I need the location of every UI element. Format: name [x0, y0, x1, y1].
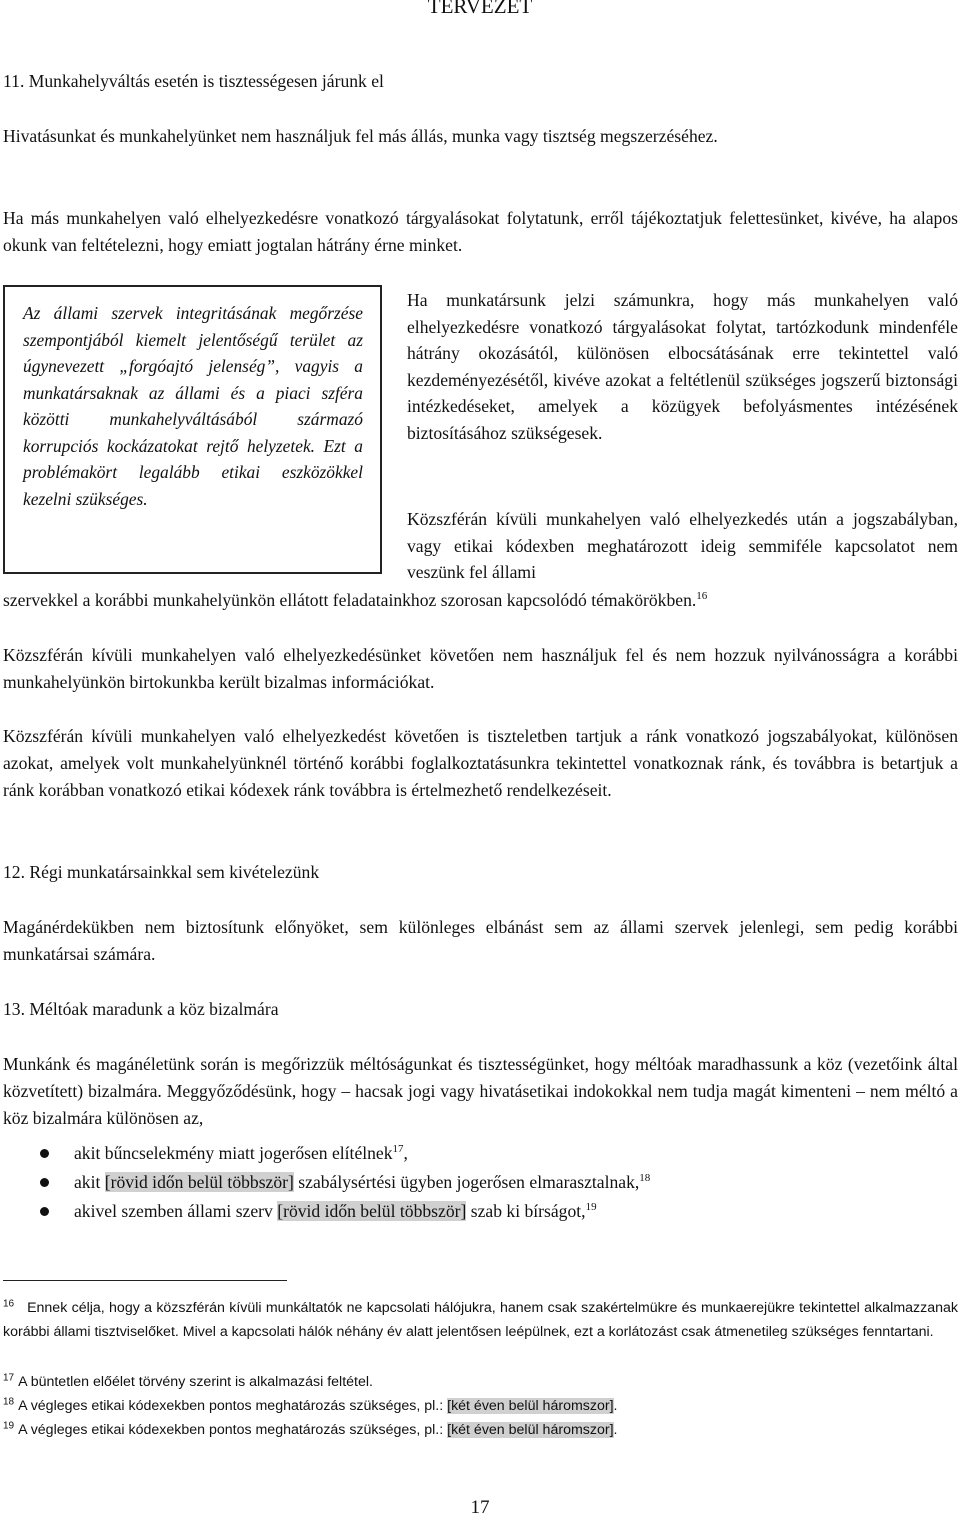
- section-12-heading: 12. Régi munkatársainkkal sem kivételezünk: [3, 862, 320, 882]
- footnote-18: $^{18}$ A végleges etikai kódexekben pontos meghatározás szükséges, pl.: [két éven belül háromszor].: [3, 1396, 618, 1414]
- callout-text: Az állami szervek integritásának megőrzése szempontjából kiemelt jelentőségű terület az úgynevezett „forgóajtó jelenség”, vagyis a munkatársaknak az állami és a piaci szféra közötti munkahelyváltásából származó korrupciós kockázatokat rejtő helyzetek. Ezt a problémakört legalább etikai eszközökkel kezelni szükséges.: [23, 303, 363, 509]
- section-11-paragraph-4-part-2: szervekkel a korábbi munkahelyünkön ellátott feladatainkhoz szorosan kapcsolódó témakörökben.$^{16}$: [3, 590, 708, 610]
- section-11-paragraph-6: Közszférán kívüli munkahelyen való elhelyezkedést követően is tiszteletben tartjuk a ránk vonatkozó jogszabályokat, különösen azokat, amelyek volt munkahelyünknél történő korábbi foglalkoztatásunkra tekintettel vonatkoznak ránk, és továbbra is betartjuk a ránk korábban vonatkozó etikai kódexek ránk továbbra is értelmezhető rendelkezéseit.: [3, 726, 958, 800]
- page-number: 17: [470, 1497, 490, 1518]
- callout-box: [3, 285, 382, 574]
- section-13-heading: 13. Méltóak maradunk a köz bizalmára: [3, 999, 279, 1019]
- highlighted-placeholder: [rövid időn belül többször]: [277, 1201, 467, 1221]
- footnote-17: $^{17}$ A büntetlen előélet törvény szerint is alkalmazási feltétel.: [3, 1372, 373, 1390]
- footnote-16: $^{16}$ Ennek célja, hogy a közszférán kívüli munkáltatók ne kapcsolati hálójukra, hanem csak szakértelmükre és munkaerejükre tekintettel alkalmazzanak korábbi állami tisztviselőket. Mivel a kapcsolati hálók néhány év alatt jelentősen leépülnek, ezt a korlátozást csak átmenetileg szükséges fenntartani.: [3, 1298, 958, 1340]
- section-12-paragraph-1: Magánérdekükben nem biztosítunk előnyöket, sem különleges elbánást sem az állami szervek jelenlegi, sem pedig korábbi munkatársai számára.: [3, 917, 958, 964]
- section-13-paragraph-1: Munkánk és magánéletünk során is megőrizzük méltóságunkat és tisztességünket, hogy méltóak maradhassunk a köz (vezetőink által közvetített) bizalmára. Meggyőződésünk, hogy – hacsak jogi vagy hivatásetikai indokokkal nem tudja magát kimenteni – nem méltó a köz bizalmára különösen az,: [3, 1054, 958, 1128]
- footnote-ref-16[interactable]: 16: [696, 590, 708, 603]
- bullet-icon: [40, 1149, 49, 1158]
- highlighted-placeholder: [két éven belül háromszor]: [447, 1398, 614, 1414]
- footnote-ref-17[interactable]: 17: [392, 1143, 404, 1156]
- footnote-19: $^{19}$ A végleges etikai kódexekben pontos meghatározás szükséges, pl.: [két éven belül háromszor].: [3, 1420, 618, 1438]
- section-11-heading: 11. Munkahelyváltás esetén is tisztességesen járunk el: [3, 71, 384, 91]
- section-11-paragraph-2: Ha más munkahelyen való elhelyezkedésre vonatkozó tárgyalásokat folytatunk, erről tájékoztatjuk felettesünket, kivéve, ha alapos okunk van feltételezni, hogy emiatt jogtalan hátrány érne minket.: [3, 208, 958, 255]
- section-11-paragraph-3: Ha munkatársunk jelzi számunkra, hogy más munkahelyen való elhelyezkedésre vonatkozó tárgyalásokat folytat, tartózkodunk mindenféle hátrány okozásától, különösen elbocsátásának erre tekintettel való kezdeményezésétől, kivéve azokat a feltétlenül szükséges jogszerű biztonsági intézkedéseket, amelyek a közügyek befolyásmentes intézésének biztosításához szükségesek.: [407, 290, 958, 443]
- page-header: TERVEZET: [427, 0, 533, 18]
- list-item: akivel szemben állami szerv [rövid időn belül többször] szab ki bírságot,$^{19}$: [0, 1198, 960, 1227]
- footnote-separator: [3, 1280, 287, 1281]
- section-11-paragraph-5: Közszférán kívüli munkahelyen való elhelyezkedésünket követően nem használjuk fel és nem hozzuk nyilvánosságra a korábbi munkahelyünkön birtokunkba került bizalmas információkat.: [3, 645, 958, 692]
- highlighted-placeholder: [rövid időn belül többször]: [104, 1172, 294, 1192]
- list-item: akit bűncselekmény miatt jogerősen elítélnek$^{17}$,: [0, 1140, 960, 1169]
- list-item: akit [rövid időn belül többször] szabálysértési ügyben jogerősen elmarasztalnak,$^{18}$: [0, 1169, 960, 1198]
- bullet-list: [0, 1140, 960, 1227]
- footnote-ref-18[interactable]: 18: [639, 1172, 651, 1185]
- section-11-paragraph-4-part-1: Közszférán kívüli munkahelyen való elhelyezkedés után a jogszabályban, vagy etikai kódexben meghatározott ideig semmiféle kapcsolatot nem veszünk fel állami: [407, 509, 958, 582]
- bullet-icon: [40, 1207, 49, 1216]
- section-11-paragraph-1: Hivatásunkat és munkahelyünket nem használjuk fel más állás, munka vagy tisztség megszerzéséhez.: [3, 126, 718, 146]
- footnote-ref-19[interactable]: 19: [585, 1201, 597, 1214]
- highlighted-placeholder: [két éven belül háromszor]: [447, 1422, 614, 1438]
- bullet-icon: [40, 1178, 49, 1187]
